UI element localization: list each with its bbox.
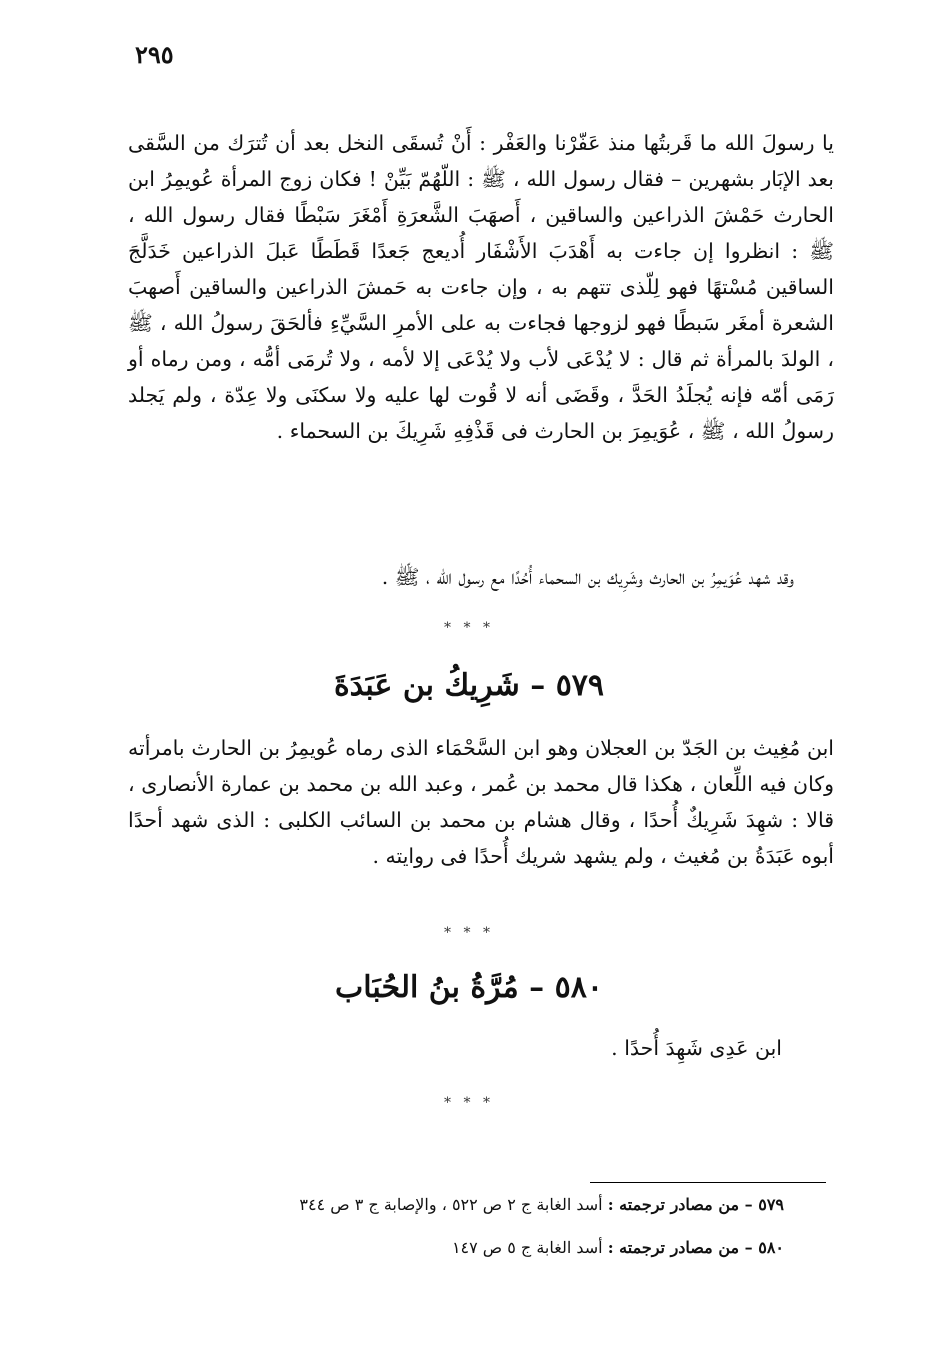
footnote-580 bbox=[160, 1238, 784, 1257]
entry-text-580: ابن عَدِى شَهِدَ أُحدًا . bbox=[611, 1036, 782, 1060]
section-separator: * * * bbox=[444, 1095, 494, 1111]
section-separator: * * * bbox=[444, 620, 494, 636]
footnote-ref: ٥٧٩ – من مصادر ترجمته : bbox=[607, 1195, 784, 1214]
footnote-text: أسد الغابة ج ٥ ص ١٤٧ bbox=[451, 1238, 603, 1257]
witness-paragraph: وقد شهد عُوَيمِرُ بن الحارث وشَرِيك بن السحماء أُحُدًا مع رسول الله ، ﷺ . bbox=[381, 565, 794, 589]
footnote-divider bbox=[590, 1182, 826, 1183]
footnote-text: أسد الغابة ج ٢ ص ٥٢٢ ، والإصابة ج ٣ ص ٣٤٤ bbox=[299, 1195, 603, 1214]
continuation-paragraph: يا رسولَ الله ما قَربتُها منذ عَفّرْنا والعَفْر : أَنْ تُسقَى النخل بعد أن تُترَك من السَّقى بعد الإبَار بشهرين – فقال رسول الله ، ﷺ : اللّهُمّ بَيِّنْ ! فكان زوج المرأة عُويمِرُ ابن الحارث حَمْشَ الذراعين والساقين ، أَصهَبَ الشَّعرَةِ أَمْغَرَ سَبْطًا فقال رسول الله ، ﷺ : انظروا إن جاءت به أَهْدَبَ الأَشْفَار أُديعج جَعدًا قَطَطًا عَبلَ الذراعين خَدَلَّجَ الساقين مُسْتهًا فهو لِلّذى تتهم به ، وإن جاءت به حَمشَ الذراعين والساقين أَصهبَ الشعرة أمغَر سَبطًا فهو لزوجها فجاءت به على الأمرِ السَّيِّءِ فألحَقَ رسولُ الله ، ﷺ ، الولدَ بالمرأة ثم قال : لا يُدْعَى لأب ولا يُدْعَى إلا لأمه ، ولا تُرمَى أمُّه ، ومن رماه أو رَمَى أمّه فإنه يُجلَدُ الحَدَّ ، وقَضَى أنه لا قُوت لها عليه ولا سكنَى ولا عِدّة ، ولم يَجلد رسولُ الله ، ﷺ ، عُوَيمِرَ بن الحارث فى قَذْفِهِ شَرِيكَ بن السحماء . bbox=[128, 131, 834, 443]
entry-title-579: ٥٧٩ – شَرِيكُ بن عَبَدَةَ bbox=[333, 668, 605, 703]
section-separator: * * * bbox=[444, 925, 494, 941]
entry-text-579: ابن مُغِيث بن الجَدّ بن العجلان وهو ابن السَّحْمَاء الذى رماه عُويمِرُ بن الحارث بامرأته وكان فيه اللِّعان ، هكذا قال محمد بن عُمر ، وعبد الله بن محمد بن عمارة الأنصارى ، قالا : شهِدَ شَرِيكٌ أُحدًا ، وقال هشام بن محمد بن السائب الكلبى : الذى شهد أحدًا أبوه عَبَدَةُ بن مُغيث ، ولم يشهد شريك أُحدًا فى روايته . bbox=[128, 736, 834, 868]
entry-title-580: ٥٨٠ – مُرَّةُ بنُ الحُبَاب bbox=[335, 970, 603, 1005]
footnote-579 bbox=[160, 1195, 784, 1214]
page-number: ٢٩٥ bbox=[135, 40, 174, 69]
footnote-ref: ٥٨٠ – من مصادر ترجمته : bbox=[607, 1238, 784, 1257]
